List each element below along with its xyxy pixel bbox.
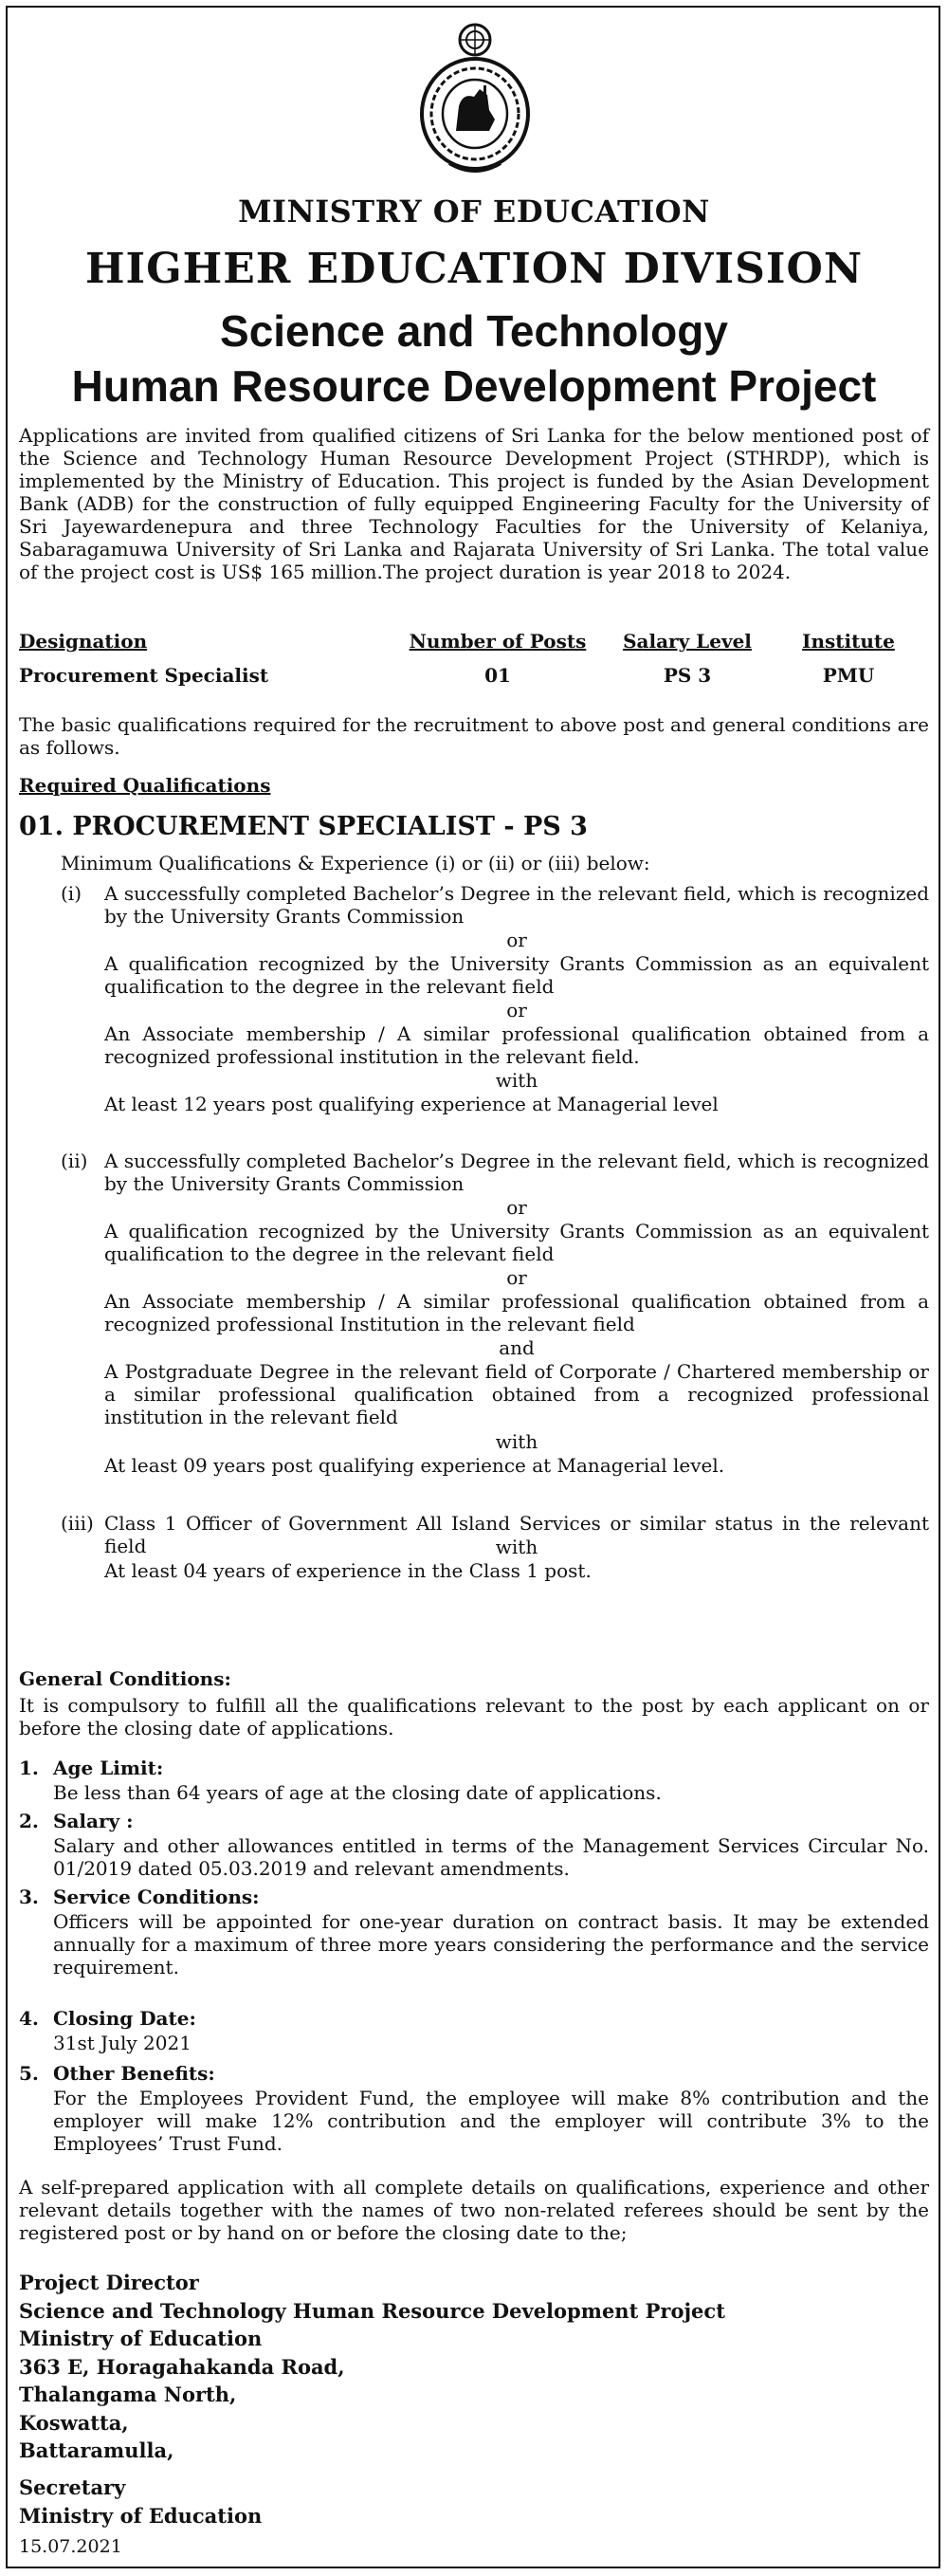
- option-i-with: with: [495, 1069, 538, 1092]
- address-line: Thalangama North,: [19, 2383, 237, 2406]
- address-block: [19, 2269, 725, 2465]
- condition-text-service: Officers will be appointed for one-year duration on contract basis. It may be extended annually for a maximum of three more years considering the performance and the service requirement.: [53, 1910, 929, 1978]
- option-ii-degree: A successfully completed Bachelor’s Degree in the relevant field, which is recognized by the University Grants Commission: [104, 1150, 929, 1195]
- option-iii-class1: Class 1 Officer of Government All Island Services or similar status in the relevant field: [104, 1512, 929, 1557]
- option-ii-label: (ii): [61, 1150, 88, 1172]
- post-heading: 01. PROCUREMENT SPECIALIST - PS 3: [19, 812, 588, 841]
- general-conditions-intro: It is compulsory to fulfill all the qualifications relevant to the post by each applicant on or before the closing date of applications.: [19, 1694, 929, 1739]
- general-conditions-heading: General Conditions:: [19, 1667, 231, 1690]
- cell-number-of-posts: 01: [484, 664, 511, 687]
- condition-title-other-benefits: Other Benefits:: [53, 2062, 215, 2085]
- condition-number: 2.: [19, 1810, 39, 1832]
- option-ii-postgraduate: A Postgraduate Degree in the relevant field of Corporate / Chartered membership or a similar professional qualification obtained from a recognized professional institution in the relevant field: [104, 1360, 929, 1428]
- table-row: [19, 664, 929, 687]
- option-i-or-1: or: [506, 929, 527, 951]
- option-i-or-2: or: [506, 999, 527, 1021]
- option-ii-equivalent: A qualification recognized by the University Grants Commission as an equivalent qualification to the degree in the relevant field: [104, 1220, 929, 1265]
- option-iii-experience: At least 04 years of experience in the Class 1 post.: [104, 1559, 592, 1582]
- basic-qualifications-text: The basic qualifications required for the recruitment to above post and general conditions are as follows.: [19, 713, 929, 759]
- address-line: 363 E, Horagahakanda Road,: [19, 2354, 345, 2379]
- cell-salary-level: PS 3: [663, 664, 712, 687]
- sri-lanka-emblem-icon: [413, 19, 537, 180]
- required-qualifications-heading: Required Qualifications: [19, 774, 271, 797]
- header-number-of-posts: Number of Posts: [409, 630, 587, 653]
- condition-number: 3.: [19, 1886, 39, 1908]
- header-salary-level: Salary Level: [623, 630, 752, 653]
- option-i-label: (i): [61, 882, 82, 905]
- option-i-experience: At least 12 years post qualifying experience at Managerial level: [104, 1093, 719, 1115]
- secretary-line: Secretary: [19, 2475, 126, 2499]
- condition-number: 4.: [19, 2007, 39, 2030]
- option-ii-with: with: [495, 1430, 538, 1453]
- address-line: Science and Technology Human Resource Development Project: [19, 2298, 725, 2323]
- header-institute: Institute: [802, 630, 895, 653]
- option-iii-label: (iii): [61, 1512, 94, 1535]
- project-title-line1: Science and Technology: [220, 306, 728, 356]
- option-ii-or-2: or: [506, 1266, 527, 1289]
- project-title-line2: Human Resource Development Project: [71, 361, 877, 411]
- address-line: Project Director: [19, 2271, 199, 2294]
- posts-table: [19, 630, 929, 687]
- header-designation: Designation: [19, 630, 148, 653]
- option-i-equivalent: A qualification recognized by the University Grants Commission as an equivalent qualification to the degree in the relevant field: [104, 952, 929, 998]
- condition-title-service: Service Conditions:: [53, 1886, 260, 1908]
- address-line: Ministry of Education: [19, 2327, 263, 2350]
- condition-number: 1.: [19, 1757, 39, 1779]
- ministry-title: MINISTRY OF EDUCATION: [238, 193, 710, 230]
- condition-text-other-benefits: For the Employees Provident Fund, the employee will make 8% contribution and the employer will make 12% contribution and the employer will contribute 3% to the Employees’ Trust Fund.: [53, 2087, 929, 2155]
- condition-title-salary: Salary :: [53, 1810, 134, 1832]
- option-i-associate: An Associate membership / A similar professional qualification obtained from a recognized professional institution in the relevant field.: [104, 1022, 929, 1068]
- application-instructions: A self-prepared application with all complete details on qualifications, experience and other relevant details together with the names of two non-related referees should be sent by the registered post or by hand on or before the closing date to the;: [19, 2176, 929, 2244]
- condition-text-age-limit: Be less than 64 years of age at the closing date of applications.: [53, 1781, 662, 1804]
- division-title: HIGHER EDUCATION DIVISION: [84, 245, 864, 293]
- condition-title-age-limit: Age Limit:: [53, 1757, 164, 1779]
- option-ii-and: and: [499, 1336, 535, 1359]
- condition-text-salary: Salary and other allowances entitled in terms of the Management Services Circular No. 01/2019 dated 05.03.2019 and relevant amendments.: [53, 1834, 929, 1880]
- condition-number: 5.: [19, 2062, 39, 2085]
- minimum-qualifications-label: Minimum Qualifications & Experience (i) or (ii) or (iii) below:: [61, 852, 650, 874]
- intro-paragraph: Applications are invited from qualified citizens of Sri Lanka for the below mentioned post of the Science and Technology Human Resource Development Project (STHRDP), which is implemented by the Ministry of Education. This project is funded by the Asian Development Bank (ADB) for the construction of fully equipped Engineering Faculty for the University of Sri Jayewardenepura and three Technology Faculties for the University of Kelaniya, Sabaragamuwa University of Sri Lanka and Rajarata University of Sri Lanka. The total value of the project cost is US$ 165 million.The project duration is year 2018 to 2024.: [19, 424, 929, 583]
- option-iii-with: with: [495, 1536, 538, 1558]
- secretary-block: [19, 2474, 262, 2530]
- secretary-line: Ministry of Education: [19, 2503, 263, 2528]
- cell-designation: Procurement Specialist: [19, 664, 269, 687]
- address-line: Koswatta,: [19, 2410, 129, 2435]
- publication-date: 15.07.2021: [19, 2536, 122, 2557]
- option-ii-experience: At least 09 years post qualifying experience at Managerial level.: [104, 1454, 725, 1477]
- posts-table-header: [19, 630, 929, 664]
- option-i-degree: A successfully completed Bachelor’s Degree in the relevant field, which is recognized by the University Grants Commission: [104, 882, 929, 928]
- option-ii-associate: An Associate membership / A similar professional qualification obtained from a recognized professional Institution in the relevant field: [104, 1290, 929, 1335]
- cell-institute: PMU: [822, 664, 875, 687]
- address-line: Battaramulla,: [19, 2438, 174, 2462]
- option-ii-or-1: or: [506, 1196, 527, 1219]
- condition-text-closing-date: 31st July 2021: [53, 2032, 191, 2054]
- condition-title-closing-date: Closing Date:: [53, 2007, 196, 2030]
